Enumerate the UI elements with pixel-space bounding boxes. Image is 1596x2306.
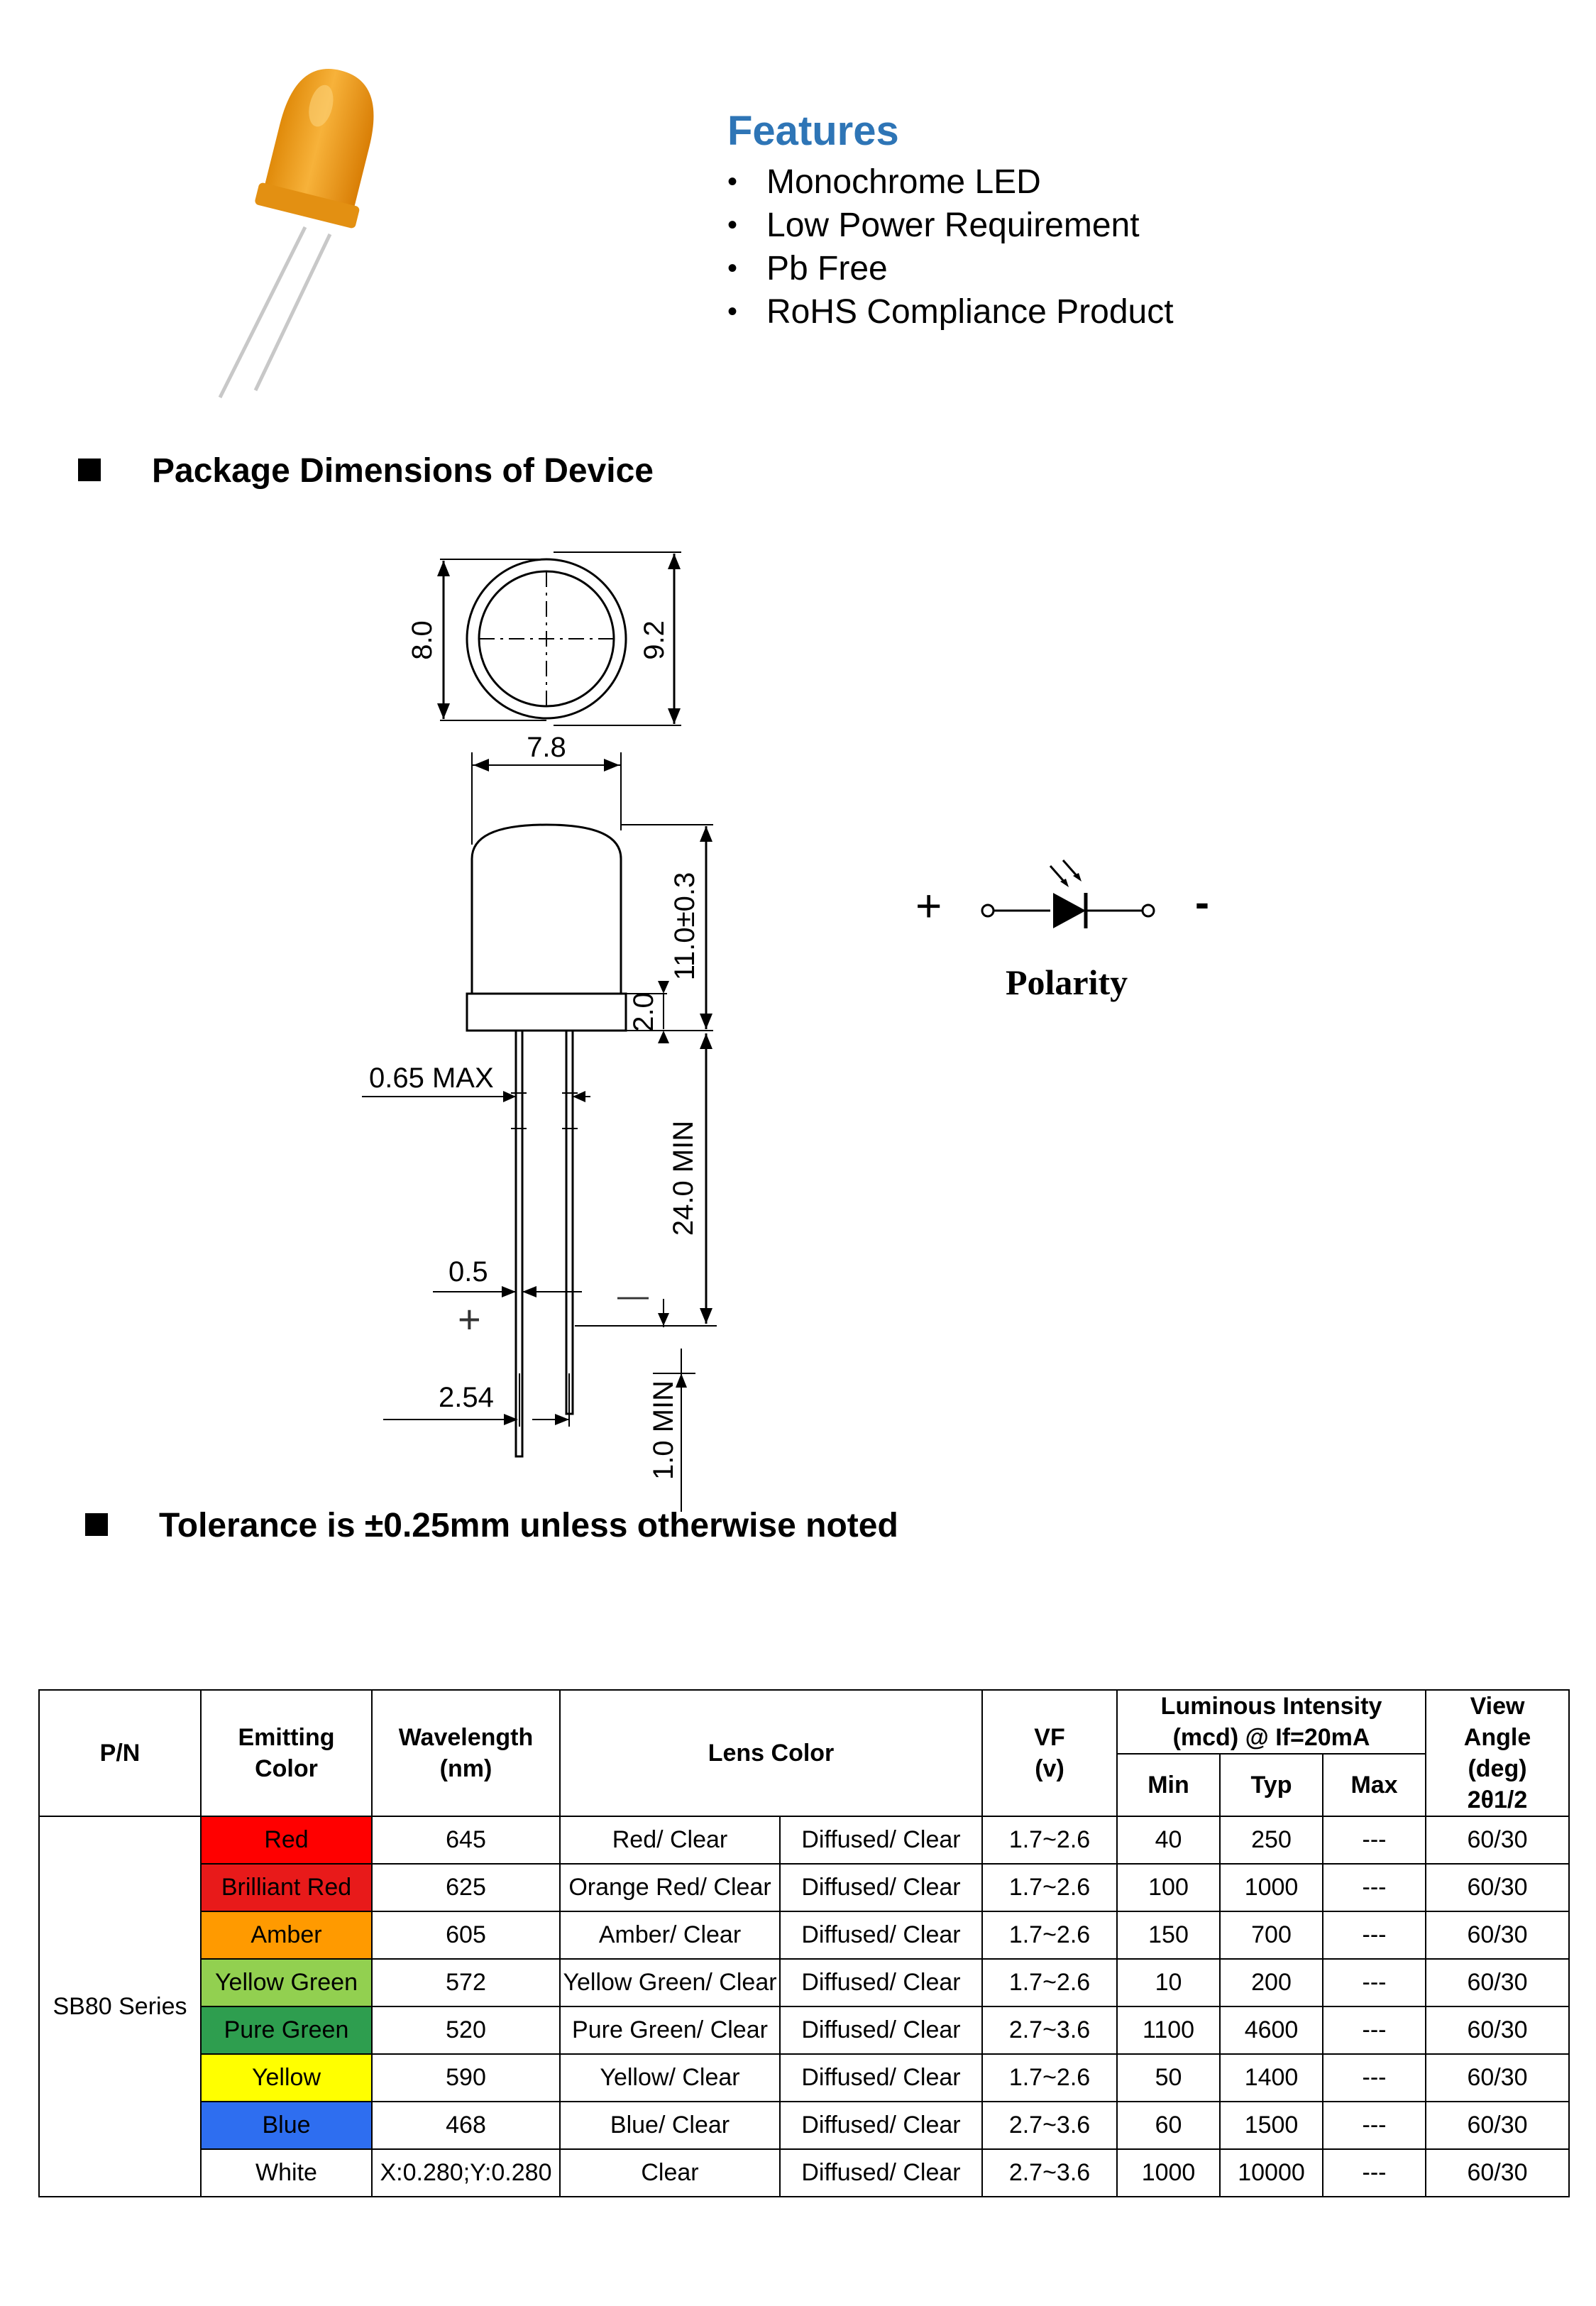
- series-cell: SB80 Series: [39, 1816, 201, 2197]
- emitting-color-cell: Blue: [201, 2102, 372, 2149]
- header-text: (deg): [1468, 1755, 1527, 1782]
- emitting-color-cell: Amber: [201, 1911, 372, 1959]
- max-cell: ---: [1323, 2102, 1426, 2149]
- max-cell: ---: [1323, 2006, 1426, 2054]
- table-row: [39, 1911, 1569, 1959]
- emitting-color-cell: Red: [201, 1816, 372, 1864]
- dim-label-0-65-max: 0.65 MAX: [369, 1063, 494, 1094]
- header-typ: Typ: [1220, 1754, 1323, 1816]
- features-block: [727, 106, 1174, 334]
- wavelength-cell: 572: [372, 1959, 560, 2006]
- feature-item: • Monochrome LED: [727, 160, 1174, 204]
- wavelength-cell: 520: [372, 2006, 560, 2054]
- view-angle-cell: 60/30: [1426, 2149, 1569, 2197]
- specification-table: [38, 1689, 1570, 2197]
- dim-label-0-5: 0.5: [448, 1256, 488, 1287]
- dim-label-11-0: 11.0±0.3: [669, 872, 700, 981]
- dim-label-8-0: 8.0: [407, 620, 438, 660]
- anode-plus-label: +: [458, 1297, 481, 1341]
- header-text: Emitting: [238, 1724, 335, 1751]
- header-vf: [982, 1690, 1117, 1816]
- table-row: [39, 1816, 1569, 1864]
- emitting-color-cell: Brilliant Red: [201, 1864, 372, 1911]
- table-header-row: [39, 1690, 1569, 1754]
- max-cell: ---: [1323, 1816, 1426, 1864]
- header-luminous-intensity: [1117, 1690, 1426, 1754]
- wavelength-cell: 468: [372, 2102, 560, 2149]
- min-cell: 60: [1117, 2102, 1220, 2149]
- table-row: [39, 2006, 1569, 2054]
- vf-cell: 1.7~2.6: [982, 2054, 1117, 2102]
- header-text: (nm): [439, 1755, 492, 1782]
- emitting-color-cell: Yellow Green: [201, 1959, 372, 2006]
- lens-type-cell: Diffused/ Clear: [780, 2006, 982, 2054]
- feature-item: • Low Power Requirement: [727, 204, 1174, 247]
- wavelength-cell: X:0.280;Y:0.280: [372, 2149, 560, 2197]
- view-angle-cell: 60/30: [1426, 1864, 1569, 1911]
- min-cell: 1100: [1117, 2006, 1220, 2054]
- max-cell: ---: [1323, 1959, 1426, 2006]
- lens-type-cell: Diffused/ Clear: [780, 2054, 982, 2102]
- diode-triangle-icon: [1053, 893, 1086, 928]
- table-row: [39, 2054, 1569, 2102]
- table-row: [39, 1959, 1569, 2006]
- dim-label-24-0-min: 24.0 MIN: [668, 1120, 699, 1236]
- wavelength-cell: 605: [372, 1911, 560, 1959]
- package-dimensions-title: Package Dimensions of Device: [152, 452, 654, 490]
- square-bullet-icon: [85, 1513, 108, 1536]
- min-cell: 10: [1117, 1959, 1220, 2006]
- typ-cell: 1400: [1220, 2054, 1323, 2102]
- max-cell: ---: [1323, 1864, 1426, 1911]
- lens-type-cell: Diffused/ Clear: [780, 2149, 982, 2197]
- min-cell: 100: [1117, 1864, 1220, 1911]
- min-cell: 50: [1117, 2054, 1220, 2102]
- header-min: Min: [1117, 1754, 1220, 1816]
- max-cell: ---: [1323, 2054, 1426, 2102]
- dim-label-2-54: 2.54: [439, 1382, 494, 1413]
- features-title: Features: [727, 108, 899, 154]
- emitting-color-cell: Yellow: [201, 2054, 372, 2102]
- header-view-angle: [1426, 1690, 1569, 1816]
- vf-cell: 2.7~3.6: [982, 2102, 1117, 2149]
- view-angle-cell: 60/30: [1426, 1911, 1569, 1959]
- lens-color-cell: Amber/ Clear: [560, 1911, 780, 1959]
- table-row: [39, 1864, 1569, 1911]
- dim-label-9-2: 9.2: [639, 620, 670, 660]
- lens-type-cell: Diffused/ Clear: [780, 1959, 982, 2006]
- min-cell: 150: [1117, 1911, 1220, 1959]
- wavelength-cell: 625: [372, 1864, 560, 1911]
- feature-item: • RoHS Compliance Product: [727, 290, 1174, 334]
- lens-color-cell: Yellow Green/ Clear: [560, 1959, 780, 2006]
- dim-label-1-0-min: 1.0 MIN: [648, 1380, 679, 1481]
- header-text: Angle: [1463, 1724, 1531, 1751]
- view-angle-cell: 60/30: [1426, 1816, 1569, 1864]
- typ-cell: 250: [1220, 1816, 1323, 1864]
- header-pn: P/N: [39, 1690, 201, 1816]
- table-row: [39, 2149, 1569, 2197]
- vf-cell: 1.7~2.6: [982, 1816, 1117, 1864]
- vf-cell: 2.7~3.6: [982, 2149, 1117, 2197]
- header-text: View: [1470, 1693, 1525, 1720]
- header-text: VF: [1034, 1724, 1065, 1751]
- vf-cell: 1.7~2.6: [982, 1864, 1117, 1911]
- dim-label-7-8: 7.8: [527, 732, 566, 763]
- header-text: 2θ1/2: [1467, 1786, 1528, 1813]
- lens-color-cell: Clear: [560, 2149, 780, 2197]
- header-wavelength: [372, 1690, 560, 1816]
- polarity-minus: -: [1195, 879, 1209, 926]
- table-row: [39, 2102, 1569, 2149]
- lens-color-cell: Red/ Clear: [560, 1816, 780, 1864]
- features-list: [727, 160, 1174, 334]
- dim-label-2-0: 2.0: [628, 992, 659, 1032]
- max-cell: ---: [1323, 2149, 1426, 2197]
- polarity-label: Polarity: [1006, 962, 1128, 1002]
- polarity-plus: +: [915, 880, 942, 931]
- header-max: Max: [1323, 1754, 1426, 1816]
- typ-cell: 700: [1220, 1911, 1323, 1959]
- lens-color-cell: Pure Green/ Clear: [560, 2006, 780, 2054]
- min-cell: 40: [1117, 1816, 1220, 1864]
- view-angle-cell: 60/30: [1426, 1959, 1569, 2006]
- wavelength-cell: 590: [372, 2054, 560, 2102]
- led-product-photo: [206, 57, 433, 405]
- typ-cell: 200: [1220, 1959, 1323, 2006]
- tolerance-note: Tolerance is ±0.25mm unless otherwise noted: [159, 1507, 898, 1544]
- package-dimensions-heading: [78, 451, 654, 490]
- typ-cell: 1000: [1220, 1864, 1323, 1911]
- typ-cell: 4600: [1220, 2006, 1323, 2054]
- header-emitting-color: [201, 1690, 372, 1816]
- feature-item: • Pb Free: [727, 247, 1174, 290]
- view-angle-cell: 60/30: [1426, 2054, 1569, 2102]
- lens-type-cell: Diffused/ Clear: [780, 1864, 982, 1911]
- square-bullet-icon: [78, 459, 101, 481]
- lens-type-cell: Diffused/ Clear: [780, 1816, 982, 1864]
- header-text: Wavelength: [398, 1724, 534, 1751]
- header-text: (mcd) @ If=20mA: [1172, 1724, 1370, 1751]
- tolerance-heading: [85, 1506, 898, 1545]
- emitting-color-cell: White: [201, 2149, 372, 2197]
- emitting-color-cell: Pure Green: [201, 2006, 372, 2054]
- min-cell: 1000: [1117, 2149, 1220, 2197]
- wavelength-cell: 645: [372, 1816, 560, 1864]
- view-angle-cell: 60/30: [1426, 2102, 1569, 2149]
- vf-cell: 2.7~3.6: [982, 2006, 1117, 2054]
- vf-cell: 1.7~2.6: [982, 1959, 1117, 2006]
- lens-color-cell: Blue/ Clear: [560, 2102, 780, 2149]
- lens-color-cell: Orange Red/ Clear: [560, 1864, 780, 1911]
- header-text: Color: [255, 1755, 318, 1782]
- max-cell: ---: [1323, 1911, 1426, 1959]
- lens-type-cell: Diffused/ Clear: [780, 1911, 982, 1959]
- vf-cell: 1.7~2.6: [982, 1911, 1117, 1959]
- typ-cell: 10000: [1220, 2149, 1323, 2197]
- package-dimension-drawing: [341, 539, 752, 1519]
- lens-type-cell: Diffused/ Clear: [780, 2102, 982, 2149]
- typ-cell: 1500: [1220, 2102, 1323, 2149]
- header-lens-color: Lens Color: [560, 1690, 982, 1816]
- header-text: Luminous Intensity: [1160, 1693, 1382, 1720]
- view-angle-cell: 60/30: [1426, 2006, 1569, 2054]
- cathode-minus-label: —: [617, 1278, 649, 1313]
- header-text: (v): [1035, 1755, 1064, 1782]
- table-body: [39, 1816, 1569, 2197]
- lens-color-cell: Yellow/ Clear: [560, 2054, 780, 2102]
